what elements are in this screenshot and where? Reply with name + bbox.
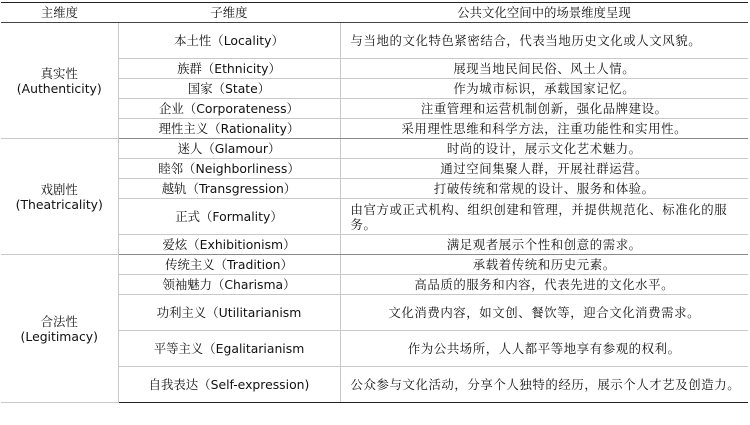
sub-dimension-cell: 功利主义（Utilitarianism [118, 295, 340, 331]
main-dimension-zh: 真实性 [40, 65, 78, 81]
description-cell: 注重管理和运营机制创新，强化品牌建设。 [340, 99, 748, 119]
main-dimension-cell [1, 255, 118, 403]
table-row [1, 255, 748, 275]
description-cell: 公众参与文化活动，分享个人独特的经历，展示个人才艺及创造力。 [340, 367, 748, 403]
table-row [1, 23, 748, 59]
sub-dimension-cell: 企业（Corporateness） [118, 99, 340, 119]
sub-dimension-cell: 迷人（Glamour） [118, 139, 340, 159]
header-main-dimension: 主维度 [1, 3, 118, 23]
description-cell: 满足观者展示个性和创意的需求。 [340, 235, 748, 255]
main-dimension-en: (Theatricality) [15, 196, 103, 212]
description-cell: 采用理性思维和科学方法，注重功能性和实用性。 [340, 119, 748, 139]
description-cell: 作为公共场所，人人都平等地享有参观的权利。 [340, 331, 748, 367]
sub-dimension-cell: 正式（Formality） [118, 199, 340, 235]
main-dimension-cell [1, 23, 118, 139]
description-cell: 高品质的服务和内容，代表先进的文化水平。 [340, 275, 748, 295]
description-cell: 文化消费内容，如文创、餐饮等，迎合文化消费需求。 [340, 295, 748, 331]
main-dimension-en: (Authenticity) [16, 80, 102, 96]
description-cell: 展现当地民间民俗、风土人情。 [340, 59, 748, 79]
sub-dimension-cell: 理性主义（Rationality） [118, 119, 340, 139]
description-cell: 承载着传统和历史元素。 [340, 255, 748, 275]
sub-dimension-cell: 族群（Ethnicity） [118, 59, 340, 79]
sub-dimension-cell: 自我表达（Self-expression) [118, 367, 340, 403]
main-dimension-cell [1, 139, 118, 255]
description-cell: 打破传统和常规的设计、服务和体验。 [340, 179, 748, 199]
description-cell: 时尚的设计，展示文化艺术魅力。 [340, 139, 748, 159]
header-scene-presentation: 公共文化空间中的场景维度呈现 [340, 3, 748, 23]
sub-dimension-cell: 传统主义（Tradition） [118, 255, 340, 275]
header-row [1, 3, 748, 23]
sub-dimension-cell: 平等主义（Egalitarianism [118, 331, 340, 367]
sub-dimension-cell: 爱炫（Exhibitionism） [118, 235, 340, 255]
description-cell: 与当地的文化特色紧密结合，代表当地历史文化或人文风貌。 [340, 23, 748, 59]
sub-dimension-cell: 本土性（Locality） [118, 23, 340, 59]
scene-dimension-table [1, 2, 748, 403]
sub-dimension-cell: 领袖魅力（Charisma） [118, 275, 340, 295]
description-cell: 由官方或正式机构、组织创建和管理，并提供规范化、标准化的服务。 [340, 199, 748, 235]
main-dimension-zh: 合法性 [40, 313, 78, 329]
sub-dimension-cell: 越轨（Transgression） [118, 179, 340, 199]
main-dimension-en: (Legitimacy) [20, 328, 98, 344]
description-cell: 通过空间集聚人群，开展社群运营。 [340, 159, 748, 179]
header-sub-dimension: 子维度 [118, 3, 340, 23]
description-cell: 作为城市标识，承载国家记忆。 [340, 79, 748, 99]
sub-dimension-cell: 国家（State） [118, 79, 340, 99]
table-row [1, 139, 748, 159]
main-dimension-zh: 戏剧性 [40, 181, 78, 197]
sub-dimension-cell: 睦邻（Neighborliness） [118, 159, 340, 179]
